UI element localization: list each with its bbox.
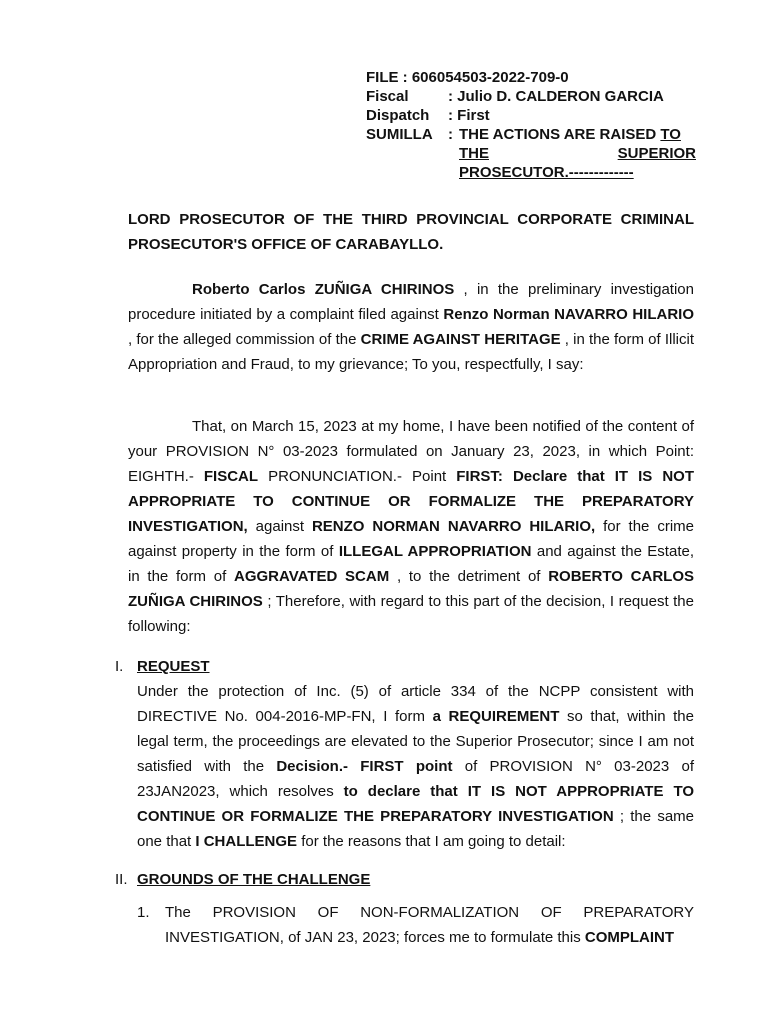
intro-paragraph <box>128 277 694 377</box>
sumilla-word: SUPERIOR <box>617 145 696 162</box>
fiscal-value: : Julio D. CALDERON GARCIA <box>448 88 664 105</box>
request-declare: to declare that IT IS NOT APPROPRIATE TO CONTINUE OR FORMALIZE THE PREPARATORY INVESTIGATION <box>137 783 694 825</box>
request-challenge: I CHALLENGE <box>195 833 298 850</box>
notice-text-2: PRONUNCIATION.- Point <box>258 468 457 485</box>
crime-name: CRIME AGAINST HERITAGE <box>360 331 561 348</box>
notice-text-3: against <box>247 518 312 535</box>
addressee: LORD PROSECUTOR OF THE THIRD PROVINCIAL CORPORATE CRIMINAL PROSECUTOR'S OFFICE OF CARABAYLLO. <box>128 211 694 253</box>
notice-text-7: ; Therefore, with regard to this part of the decision, I request the following: <box>128 593 694 635</box>
list-item-text <box>165 900 694 950</box>
list-item <box>137 900 694 950</box>
notice-victim: ROBERTO CARLOS ZUÑIGA CHIRINOS <box>128 568 694 610</box>
section-title: REQUEST <box>137 658 210 675</box>
notice-text-4: for the crime against property in the form of <box>128 518 694 560</box>
notice-text-1: That, on March 15, 2023 at my home, I have been notified of the content of your PROVISION N° 03-2023 formulated on January 23, 2023, in which Point: EIGHTH.- <box>128 418 694 485</box>
notice-accused: RENZO NORMAN NAVARRO HILARIO, <box>311 518 596 535</box>
intro-text-3: , in the form of Illicit Appropriation and Fraud, to my grievance; To you, respectfully, I say: <box>128 331 695 373</box>
notice-text-5: and against the Estate, in the form of <box>128 543 694 585</box>
complainant-name: Roberto Carlos ZUÑIGA CHIRINOS <box>192 281 455 298</box>
sumilla-text <box>457 125 696 182</box>
section-number: I. <box>115 658 124 675</box>
sumilla-underlined-2 <box>459 144 696 163</box>
sumilla-line-2 <box>459 144 696 163</box>
sumilla-underlined-3: PROSECUTOR.------------- <box>459 164 634 181</box>
section-request-heading <box>115 654 210 679</box>
intro-text-1: , in the preliminary investigation procedure initiated by a complaint filed against <box>128 281 694 323</box>
accused-name: Renzo Norman NAVARRO HILARIO <box>443 306 694 323</box>
request-decision: Decision.- FIRST point <box>276 758 453 775</box>
notice-paragraph <box>128 414 694 639</box>
notice-fiscal: FISCAL <box>203 468 259 485</box>
request-text-1: Under the protection of Inc. (5) of article 334 of the NCPP consistent with DIRECTIVE No. 004-2016-MP-FN, I form <box>137 683 694 725</box>
intro-text-2: , for the alleged commission of the <box>128 331 361 348</box>
sumilla-colon: : <box>448 126 453 143</box>
notice-scam: AGGRAVATED SCAM <box>233 568 390 585</box>
file-number: FILE : 606054503-2022-709-0 <box>366 69 569 86</box>
dispatch-value: : First <box>448 107 490 124</box>
fiscal-row <box>366 87 696 106</box>
fiscal-label: Fiscal <box>366 88 409 105</box>
sumilla-plain: THE ACTIONS ARE RAISED <box>459 126 661 143</box>
case-header <box>366 68 696 182</box>
sumilla-word: THE <box>459 145 489 162</box>
section-number: II. <box>115 871 128 888</box>
request-text-3: of PROVISION N° 03-2023 of 23JAN2023, which resolves <box>137 758 694 800</box>
request-text-4: ; the same one that <box>137 808 695 850</box>
request-text-2: so that, within the legal term, the proceedings are elevated to the Superior Prosecutor; since I am not satisfied with the <box>137 708 694 775</box>
notice-illegal: ILLEGAL APPROPRIATION <box>338 543 532 560</box>
notice-first-point: FIRST: Declare that IT IS NOT APPROPRIATE TO CONTINUE OR FORMALIZE THE PREPARATORY INVESTIGATION, <box>128 468 694 535</box>
sumilla-row <box>366 125 696 182</box>
dispatch-label: Dispatch <box>366 107 430 124</box>
sumilla-underlined-1: TO <box>660 126 681 143</box>
request-text-5: for the reasons that I am going to detail: <box>297 833 566 850</box>
sumilla-label: SUMILLA <box>366 126 433 143</box>
request-requirement: a REQUIREMENT <box>432 708 560 725</box>
dispatch-row <box>366 106 696 125</box>
list-item-complaint: COMPLAINT <box>584 929 675 946</box>
section-title: GROUNDS OF THE CHALLENGE <box>137 871 371 888</box>
list-item-number: 1. <box>137 904 150 921</box>
section-grounds-heading <box>115 867 370 892</box>
request-paragraph <box>137 679 694 854</box>
notice-text-6: , to the detriment of <box>389 568 549 585</box>
list-item-text-1: The PROVISION OF NON-FORMALIZATION OF PREPARATORY INVESTIGATION, of JAN 23, 2023; forces me to formulate this <box>165 904 694 946</box>
